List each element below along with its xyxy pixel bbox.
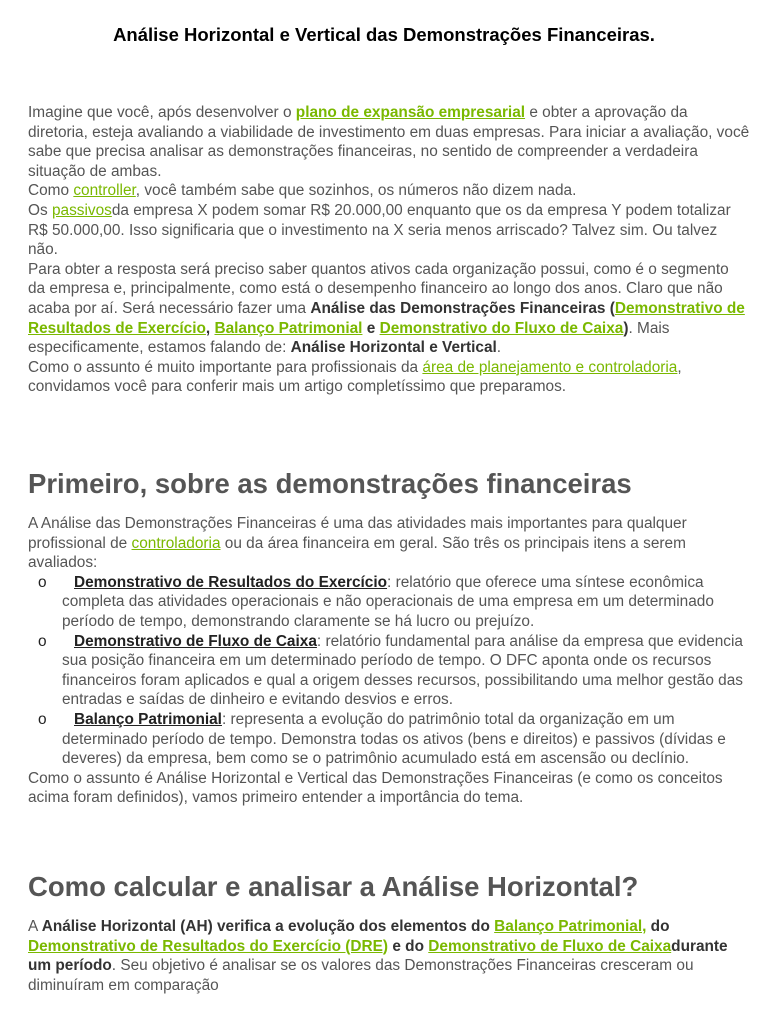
intro-paragraph-4 [28, 260, 750, 358]
section-demonstracoes [28, 514, 750, 808]
text: Para obter a resposta será preciso saber quantos ativos cada organização possui, como é o segmento da empresa e, principalmente, como está o desempenho financeiro ao longo dos anos. Claro que não acaba por aí. Será necessário fazer uma [28, 260, 729, 317]
text: do [646, 918, 670, 935]
bullet-icon: o [38, 710, 47, 728]
link-dre[interactable]: Demonstrativo de Resultados de Exercício [28, 299, 745, 337]
link-balanco-patrimonial-2[interactable]: Balanço Patrimonial, [494, 918, 647, 935]
section2-paragraph [28, 917, 750, 995]
text: . [496, 339, 502, 357]
bold-text: Análise Horizontal (AH) verifica a evolução dos elementos do [41, 918, 495, 935]
link-dre-2[interactable]: Demonstrativo de Resultados do Exercício (DRE) [28, 937, 389, 955]
text: Os [28, 201, 52, 219]
statements-list [28, 573, 750, 769]
item-description: : relatório fundamental para análise da empresa que evidencia sua posição financeira em um determinado período de tempo. O DFC aponta onde os recursos financeiros foram aplicados e qual a origem desses recursos, possibilitando uma melhor gestão das entradas e saídas de dinheiro e evitando desvios e erros. [62, 632, 743, 709]
text: . Seu objetivo é analisar se os valores das Demonstrações Financeiras cresceram ou diminuíram em comparação [28, 957, 694, 994]
section-analise-horizontal [28, 917, 750, 995]
link-area-planejamento[interactable]: área de planejamento e controladoria [422, 358, 678, 376]
text: . Mais especificamente, estamos falando de: [28, 319, 670, 357]
section-heading-demonstracoes: Primeiro, sobre as demonstrações financeiras [28, 468, 632, 499]
text: e do [388, 937, 429, 955]
text: , [205, 319, 215, 337]
text: e [362, 319, 380, 337]
section1-closing-paragraph: Como o assunto é Análise Horizontal e Vertical das Demonstrações Financeiras (e como os conceitos acima foram definidos), vamos primeiro entender a importância do tema. [28, 769, 723, 807]
text: ou da área financeira em geral. São três os principais itens a serem avaliados: [28, 534, 686, 572]
bold-text: durante um período [28, 937, 728, 975]
item-description: : representa a evolução do patrimônio total da organização em um determinado período de tempo. Demonstra todas os ativos (bens e direitos) e passivos (dívidas e deveres) da empresa, bem como se o patrimônio acumulado está em ascensão ou declínio. [62, 710, 726, 768]
text: ) [623, 319, 629, 337]
text: Como o assunto é muito importante para profissionais da [28, 358, 423, 376]
term-dre: Demonstrativo de Resultados do Exercício [74, 573, 388, 591]
section1-paragraph [28, 514, 750, 573]
text: , você também sabe que sozinhos, os números não dizem nada. [135, 182, 577, 200]
intro-paragraph-3 [28, 201, 750, 260]
link-fluxo-caixa[interactable]: Demonstrativo do Fluxo de Caixa [379, 319, 624, 337]
item-description: : relatório que oferece uma síntese econômica completa das atividades operacionais e não operacionais de uma empresa em um determinado período de tempo, demonstrando claramente se há lucro ou prejuízo. [62, 573, 714, 630]
text: Como [28, 182, 74, 200]
text: A [28, 918, 42, 935]
bullet-icon: o [38, 573, 47, 591]
intro-section [28, 103, 750, 397]
text: Imagine que você, após desenvolver o [28, 104, 296, 121]
link-controller[interactable]: controller [73, 182, 136, 200]
text: , convidamos você para conferir mais um artigo completíssimo que preparamos. [28, 358, 682, 396]
text: e obter a aprovação da diretoria, esteja avaliando a viabilidade de investimento em duas empresas. Para iniciar a avaliação, você sabe que precisa analisar as demonstrações financeiras, no sentido de compreender a verdadeira situação de ambas. [28, 104, 750, 180]
bullet-icon: o [38, 632, 47, 650]
link-passivos[interactable]: passivos [51, 201, 112, 219]
list-item [28, 573, 750, 632]
intro-paragraph-5 [28, 358, 750, 397]
text: da empresa X podem somar R$ 20.000,00 enquanto que os da empresa Y podem totalizar R$ 50.000,00. Isso significaria que o investimento na X seria menos arriscado? Talvez sim. Ou talvez não. [28, 201, 731, 259]
term-balanco: Balanço Patrimonial [74, 710, 222, 728]
section-heading-analise-horizontal: Como calcular e analisar a Análise Horizontal? [28, 871, 639, 902]
intro-paragraph-1 [28, 103, 750, 181]
text: A Análise das Demonstrações Financeiras é uma das atividades mais importantes para qualquer profissional de [28, 515, 687, 552]
document-title: Análise Horizontal e Vertical das Demonstrações Financeiras. [113, 24, 655, 45]
link-plano-expansao[interactable]: plano de expansão empresarial [295, 104, 526, 121]
link-fluxo-caixa-2[interactable]: Demonstrativo de Fluxo de Caixa [428, 937, 672, 955]
term-dfc: Demonstrativo de Fluxo de Caixa [74, 632, 317, 650]
list-item [28, 710, 750, 769]
bold-text: Análise Horizontal e Vertical [290, 339, 497, 357]
link-balanco-patrimonial[interactable]: Balanço Patrimonial [214, 319, 363, 337]
link-controladoria[interactable]: controladoria [131, 534, 221, 552]
bold-text: Análise das Demonstrações Financeiras ( [310, 299, 615, 317]
intro-paragraph-2 [28, 181, 750, 201]
list-item [28, 632, 750, 710]
